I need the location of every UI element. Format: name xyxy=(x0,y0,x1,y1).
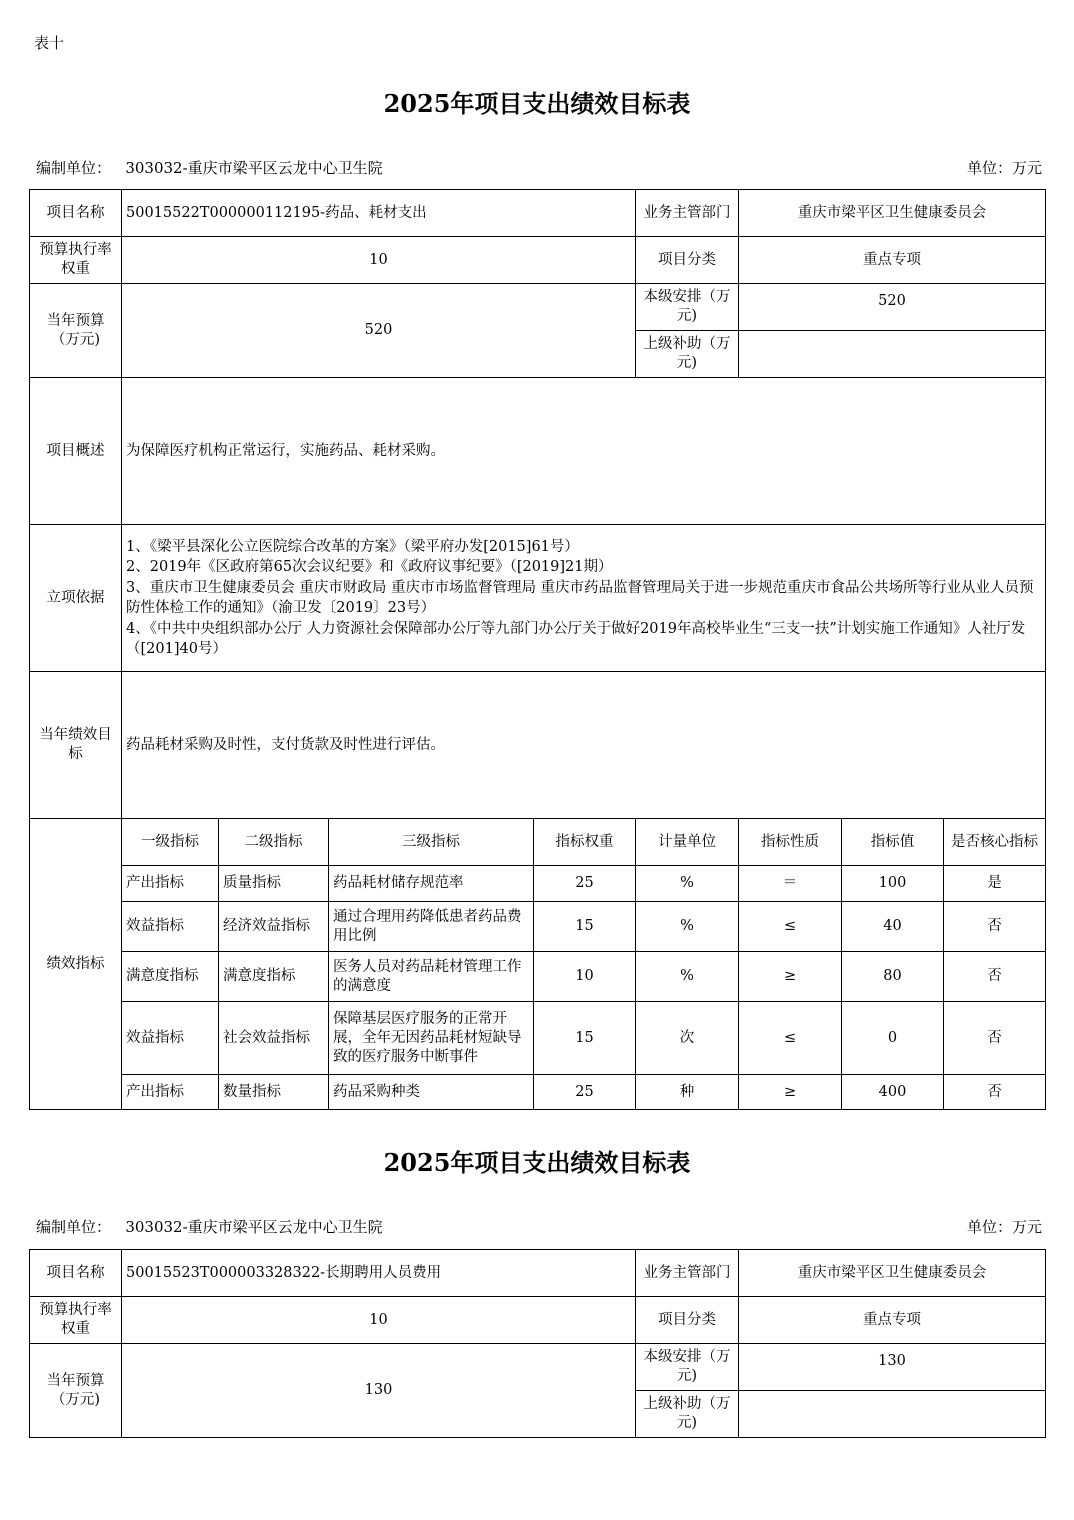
perf-header: 二级指标 xyxy=(219,819,329,866)
category-value: 重点专项 xyxy=(739,1297,1046,1344)
perf-header: 计量单位 xyxy=(636,819,739,866)
budget-value: 130 xyxy=(122,1344,636,1438)
perf-header: 是否核心指标 xyxy=(944,819,1046,866)
goal-text: 药品耗材采购及时性，支付货款及时性进行评估。 xyxy=(122,672,1046,819)
perf-cell: 否 xyxy=(944,1002,1046,1075)
perf-header: 指标权重 xyxy=(534,819,636,866)
perf-cell: 药品采购种类 xyxy=(329,1075,534,1110)
category-label: 项目分类 xyxy=(636,237,739,284)
local-value: 130 xyxy=(739,1344,1046,1391)
unit-name: 303032-重庆市梁平区云龙中心卫生院 xyxy=(125,159,383,177)
unit-row xyxy=(36,157,1042,178)
category-value: 重点专项 xyxy=(739,237,1046,284)
perf-cell: 效益指标 xyxy=(122,1002,219,1075)
perf-cell: % xyxy=(636,902,739,952)
unit-name: 303032-重庆市梁平区云龙中心卫生院 xyxy=(125,1218,383,1236)
perf-cell: 满意度指标 xyxy=(219,952,329,1002)
table-row xyxy=(30,902,1046,952)
basis-item: 2、2019年《区政府第65次会议纪要》和《政府议事纪要》（[2019]21期） xyxy=(126,559,613,575)
basis-item: 3、重庆市卫生健康委员会 重庆市财政局 重庆市市场监督管理局 重庆市药品监督管理局关于进一步规范重庆市食品公共场所等行业从业人员预防性体检工作的通知》（渝卫发〔2019〕23号） xyxy=(126,579,1034,616)
perf-cell: 否 xyxy=(944,902,1046,952)
table-row xyxy=(30,866,1046,902)
upper-value xyxy=(739,1391,1046,1438)
page-title: 2025年项目支出绩效目标表 xyxy=(383,1148,691,1177)
unit-row xyxy=(36,1216,1042,1237)
perf-cell: % xyxy=(636,866,739,902)
perf-cell: 80 xyxy=(842,952,944,1002)
perf-cell: ≤ xyxy=(739,902,842,952)
perf-cell: ≥ xyxy=(739,1075,842,1110)
project-name-label: 项目名称 xyxy=(30,190,122,237)
overview-label: 项目概述 xyxy=(30,378,122,525)
goal-label: 当年绩效目标 xyxy=(30,672,122,819)
perf-header: 指标值 xyxy=(842,819,944,866)
weight-value: 10 xyxy=(122,237,636,284)
perf-cell: 效益指标 xyxy=(122,902,219,952)
currency-unit: 单位：万元 xyxy=(966,1218,1042,1236)
upper-value xyxy=(739,331,1046,378)
perf-cell: 否 xyxy=(944,1075,1046,1110)
perf-cell: 是 xyxy=(944,866,1046,902)
project-name-label: 项目名称 xyxy=(30,1250,122,1297)
local-value: 520 xyxy=(739,284,1046,331)
project-name: 50015522T000000112195-药品、耗材支出 xyxy=(122,190,636,237)
performance-target-table xyxy=(29,1249,1046,1438)
page-title: 2025年项目支出绩效目标表 xyxy=(383,89,691,118)
perf-label: 绩效指标 xyxy=(30,819,122,1110)
perf-cell: 保障基层医疗服务的正常开展，全年无因药品耗材短缺导致的医疗服务中断事件 xyxy=(329,1002,534,1075)
upper-label: 上级补助（万元) xyxy=(636,1391,739,1438)
perf-cell: 15 xyxy=(534,1002,636,1075)
upper-label: 上级补助（万元) xyxy=(636,331,739,378)
table-row xyxy=(30,1002,1046,1075)
perf-header: 指标性质 xyxy=(739,819,842,866)
perf-cell: 药品耗材储存规范率 xyxy=(329,866,534,902)
perf-cell: 数量指标 xyxy=(219,1075,329,1110)
weight-label: 预算执行率权重 xyxy=(30,1297,122,1344)
weight-label: 预算执行率权重 xyxy=(30,237,122,284)
dept-value: 重庆市梁平区卫生健康委员会 xyxy=(739,1250,1046,1297)
performance-target-table xyxy=(29,189,1046,1110)
perf-cell: 产出指标 xyxy=(122,1075,219,1110)
table-row xyxy=(30,1075,1046,1110)
unit-label: 编制单位： xyxy=(36,1218,112,1236)
perf-cell: 医务人员对药品耗材管理工作的满意度 xyxy=(329,952,534,1002)
perf-cell: 质量指标 xyxy=(219,866,329,902)
perf-cell: ≥ xyxy=(739,952,842,1002)
perf-cell: 通过合理用药降低患者药品费用比例 xyxy=(329,902,534,952)
perf-cell: 产出指标 xyxy=(122,866,219,902)
overview-text: 为保障医疗机构正常运行，实施药品、耗材采购。 xyxy=(122,378,1046,525)
dept-label: 业务主管部门 xyxy=(636,1250,739,1297)
budget-value: 520 xyxy=(122,284,636,378)
perf-cell: ＝ xyxy=(739,866,842,902)
category-label: 项目分类 xyxy=(636,1297,739,1344)
perf-cell: 400 xyxy=(842,1075,944,1110)
basis-label: 立项依据 xyxy=(30,525,122,672)
project-name: 50015523T000003328322-长期聘用人员费用 xyxy=(122,1250,636,1297)
basis-item: 1、《梁平县深化公立医院综合改革的方案》（梁平府办发[2015]61号） xyxy=(126,538,579,555)
perf-cell: 100 xyxy=(842,866,944,902)
basis-item: 4、《中共中央组织部办公厅 人力资源社会保障部办公厅等九部门办公厅关于做好2019年高校毕业生“三支一扶”计划实施工作通知》人社厅发（[201]40号） xyxy=(126,620,1026,657)
perf-header: 三级指标 xyxy=(329,819,534,866)
perf-cell: 40 xyxy=(842,902,944,952)
perf-cell: 种 xyxy=(636,1075,739,1110)
perf-cell: 次 xyxy=(636,1002,739,1075)
local-label: 本级安排（万元) xyxy=(636,284,739,331)
weight-value: 10 xyxy=(122,1297,636,1344)
perf-cell: 10 xyxy=(534,952,636,1002)
table-number-label: 表十 xyxy=(34,34,65,52)
currency-unit: 单位：万元 xyxy=(966,159,1042,177)
table-row xyxy=(30,952,1046,1002)
perf-cell: ≤ xyxy=(739,1002,842,1075)
perf-cell: 0 xyxy=(842,1002,944,1075)
perf-cell: % xyxy=(636,952,739,1002)
basis-text xyxy=(122,525,1046,672)
perf-cell: 否 xyxy=(944,952,1046,1002)
dept-value: 重庆市梁平区卫生健康委员会 xyxy=(739,190,1046,237)
perf-cell: 经济效益指标 xyxy=(219,902,329,952)
perf-cell: 25 xyxy=(534,1075,636,1110)
local-label: 本级安排（万元) xyxy=(636,1344,739,1391)
perf-cell: 社会效益指标 xyxy=(219,1002,329,1075)
perf-cell: 25 xyxy=(534,866,636,902)
unit-label: 编制单位： xyxy=(36,159,112,177)
perf-cell: 满意度指标 xyxy=(122,952,219,1002)
dept-label: 业务主管部门 xyxy=(636,190,739,237)
perf-cell: 15 xyxy=(534,902,636,952)
budget-label: 当年预算（万元) xyxy=(30,284,122,378)
perf-header: 一级指标 xyxy=(122,819,219,866)
budget-label: 当年预算（万元) xyxy=(30,1344,122,1438)
